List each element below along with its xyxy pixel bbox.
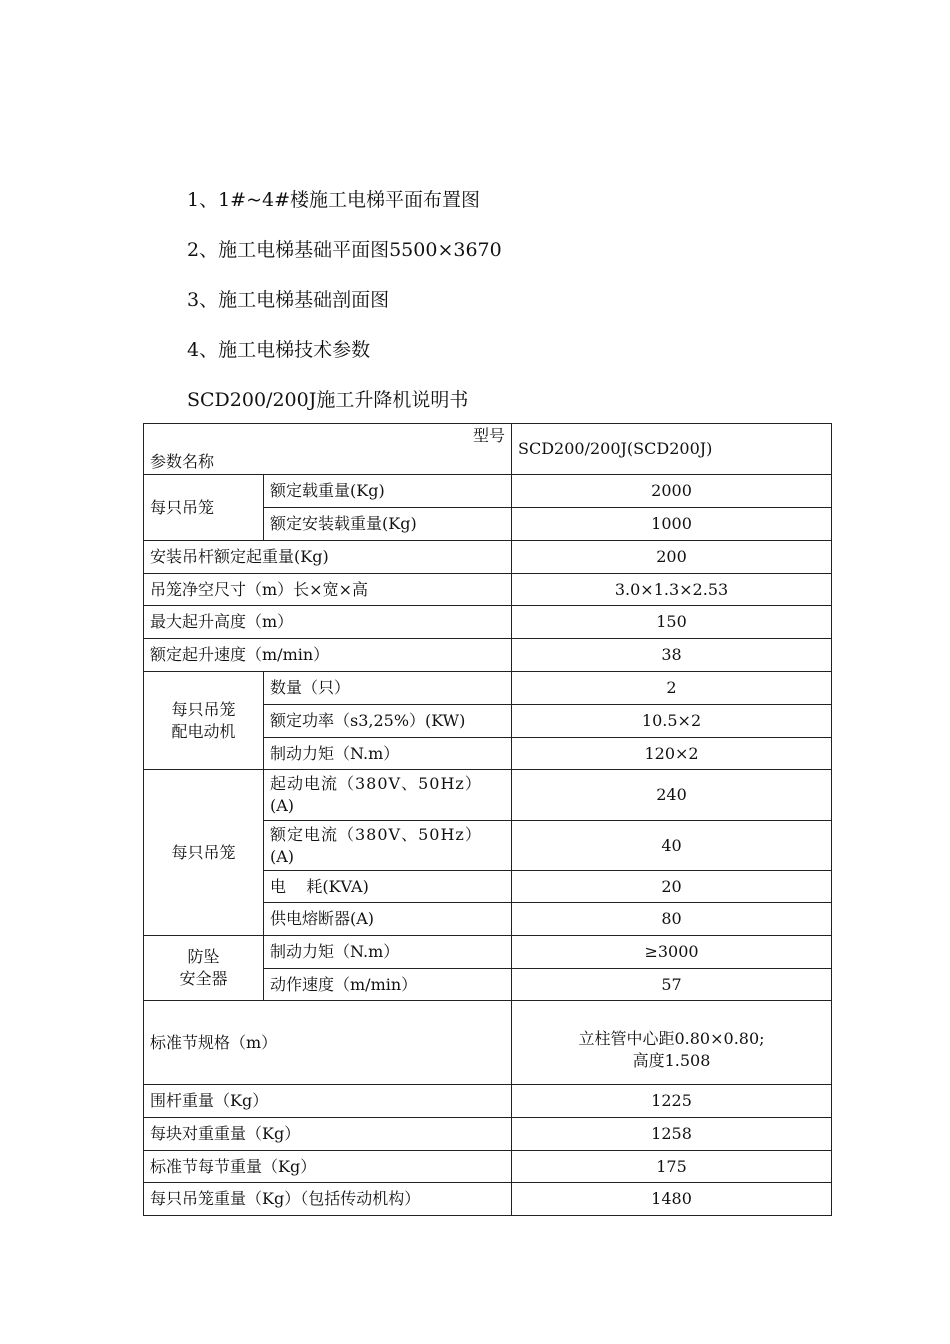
rated-current-label-1: 额定电流（380V、50Hz）	[270, 824, 482, 844]
table-row	[144, 1085, 832, 1118]
group-safety-line-2: 安全器	[179, 969, 228, 988]
motor-torque-label: 制动力矩（N.m）	[264, 738, 512, 770]
table-row	[144, 1151, 832, 1183]
group-motor	[144, 672, 264, 770]
header-param: 参数名称	[150, 452, 215, 471]
table-row	[144, 1118, 832, 1151]
spec-table	[143, 423, 832, 1216]
section-value-2: 高度1.508	[632, 1050, 711, 1070]
motor-qty-label: 数量（只）	[264, 672, 512, 705]
counter-value: 1258	[512, 1118, 832, 1151]
table-row	[144, 541, 832, 574]
group-safety-line-1: 防坠	[187, 947, 220, 966]
start-current-label-1: 起动电流（380V、50Hz）	[270, 774, 482, 793]
power-use-value: 20	[512, 871, 832, 903]
section-value-1: 立柱管中心距0.80×0.80;	[578, 1028, 765, 1048]
section-weight-label: 标准节每节重量（Kg）	[144, 1151, 512, 1183]
start-current-value: 240	[512, 770, 832, 821]
fence-value: 1225	[512, 1085, 832, 1118]
group-motor-line-1: 每只吊笼	[171, 699, 236, 719]
install-load-label: 额定安装载重量(Kg)	[264, 508, 512, 541]
table-row	[144, 936, 832, 969]
table-row	[144, 1001, 832, 1085]
rated-current-value: 40	[512, 821, 832, 871]
max-height-value: 150	[512, 606, 832, 639]
motor-torque-value: 120×2	[512, 738, 832, 770]
rated-current-label	[264, 821, 512, 871]
table-row	[144, 475, 832, 508]
list-item-1: 1、1#~4#楼施工电梯平面布置图	[187, 189, 481, 211]
header-cell	[144, 424, 512, 475]
table-row	[144, 574, 832, 606]
fence-label: 围杆重量（Kg）	[144, 1085, 512, 1118]
table-row	[144, 606, 832, 639]
group-motor-line-2: 配电动机	[171, 721, 236, 741]
speed-label: 额定起升速度（m/min）	[144, 639, 512, 672]
table-row	[144, 424, 832, 475]
rated-load-label: 额定载重量(Kg)	[264, 475, 512, 508]
install-load-value: 1000	[512, 508, 832, 541]
list-item-4: 4、施工电梯技术参数	[187, 339, 371, 361]
safety-torque-value: ≥3000	[512, 936, 832, 969]
table-row	[144, 672, 832, 705]
table-row	[144, 1183, 832, 1216]
power-use-label: 电 耗(KVA)	[264, 871, 512, 903]
speed-value: 38	[512, 639, 832, 672]
counter-label: 每块对重重量（Kg）	[144, 1118, 512, 1151]
rated-current-label-2: (A)	[270, 846, 295, 866]
max-height-label: 最大起升高度（m）	[144, 606, 512, 639]
table-row	[144, 639, 832, 672]
fuse-value: 80	[512, 903, 832, 936]
cage-size-label: 吊笼净空尺寸（m）长×宽×高	[144, 574, 512, 606]
motor-qty-value: 2	[512, 672, 832, 705]
table-row	[144, 770, 832, 821]
group-safety	[144, 936, 264, 1001]
rated-load-value: 2000	[512, 475, 832, 508]
motor-power-value: 10.5×2	[512, 705, 832, 738]
group-cage: 每只吊笼	[144, 475, 264, 541]
boom-value: 200	[512, 541, 832, 574]
safety-speed-value: 57	[512, 969, 832, 1001]
safety-torque-label: 制动力矩（N.m）	[264, 936, 512, 969]
list-item-3: 3、施工电梯基础剖面图	[187, 289, 390, 311]
manual-title: SCD200/200J施工升降机说明书	[187, 389, 469, 411]
group-elec: 每只吊笼	[144, 770, 264, 936]
cage-weight-value: 1480	[512, 1183, 832, 1216]
header-model: SCD200/200J(SCD200J)	[512, 424, 832, 475]
cage-weight-label: 每只吊笼重量（Kg）（包括传动机构）	[144, 1183, 512, 1216]
start-current-label	[264, 770, 512, 821]
list-item-2: 2、施工电梯基础平面图5500×3670	[187, 239, 502, 261]
motor-power-label: 额定功率（s3,25%）(KW)	[264, 705, 512, 738]
section-value	[512, 1001, 832, 1085]
boom-label: 安装吊杆额定起重量(Kg)	[144, 541, 512, 574]
safety-speed-label: 动作速度（m/min）	[264, 969, 512, 1001]
header-type: 型号	[473, 426, 506, 445]
start-current-label-2: (A)	[270, 796, 295, 815]
section-label: 标准节规格（m）	[144, 1001, 512, 1085]
cage-size-value: 3.0×1.3×2.53	[512, 574, 832, 606]
section-weight-value: 175	[512, 1151, 832, 1183]
fuse-label: 供电熔断器(A)	[264, 903, 512, 936]
